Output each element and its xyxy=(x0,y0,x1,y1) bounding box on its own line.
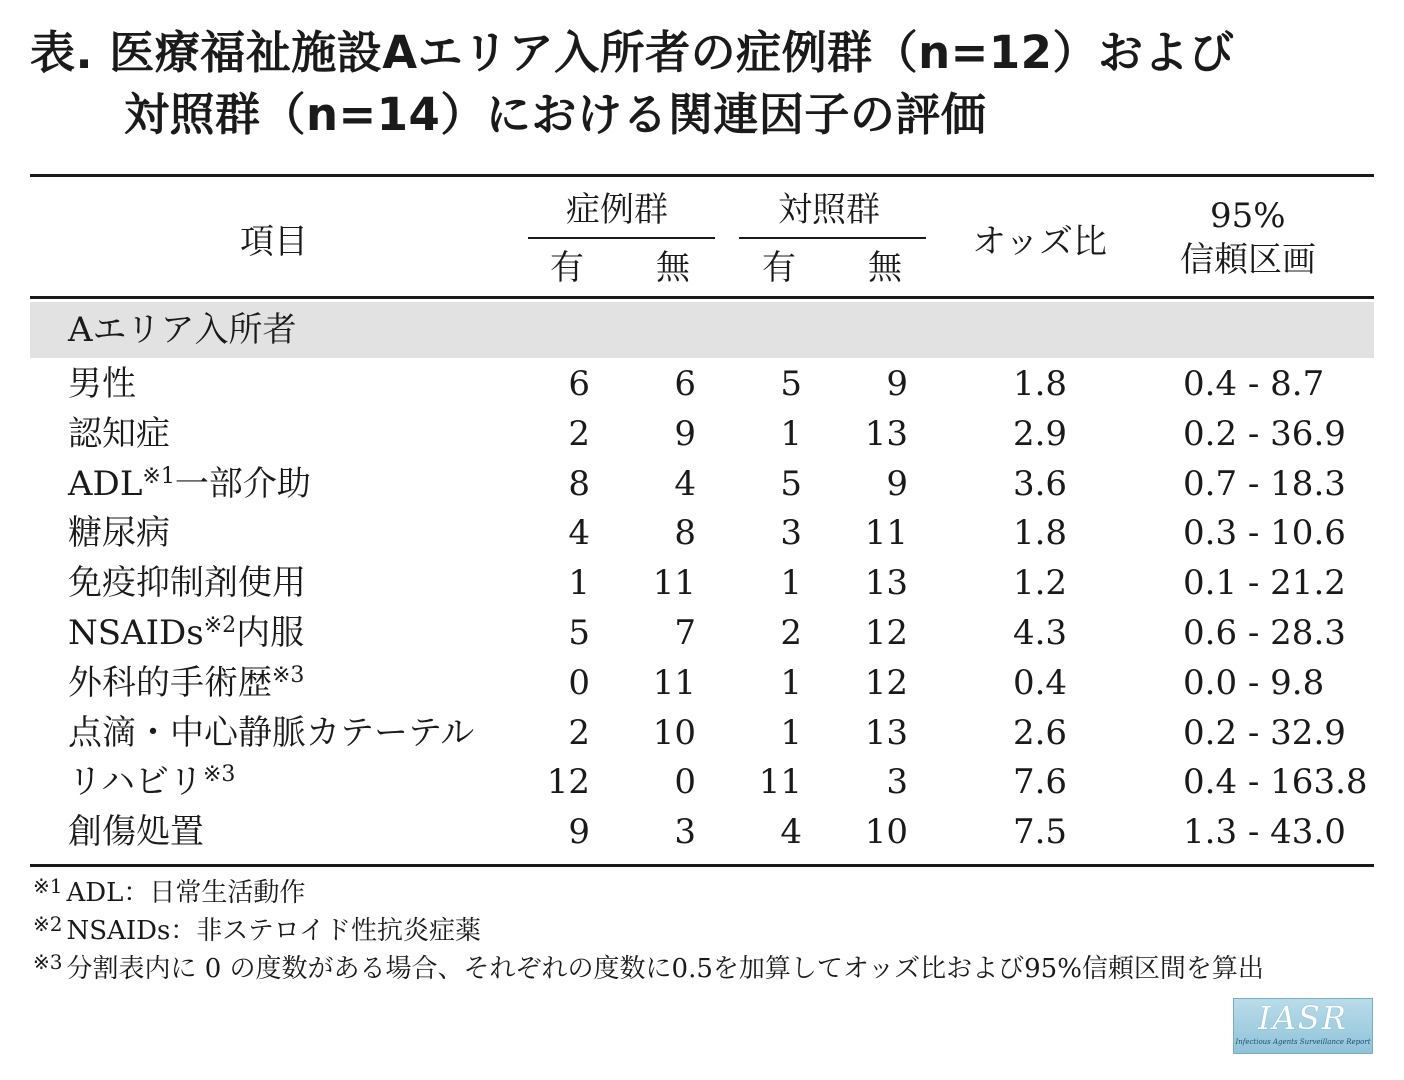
confidence-interval-cell: 0.1 - 21.2 xyxy=(1183,563,1346,604)
case-no-cell: 7 xyxy=(674,613,696,653)
case-yes-cell: 12 xyxy=(546,762,590,803)
case-no-cell: 11 xyxy=(652,563,696,604)
header-odds-ratio: オッズ比 xyxy=(972,222,1107,262)
case-no-cell: 6 xyxy=(674,364,696,404)
footnote-text: 分割表内に 0 の度数がある場合、それぞれの度数に0.5を加算してオッズ比および95%信頼区間を算出 xyxy=(66,954,1264,984)
row-item-text: NSAIDs xyxy=(68,613,204,653)
case-yes-cell: 5 xyxy=(568,613,590,653)
control-no-cell: 12 xyxy=(864,613,908,653)
footnote xyxy=(33,950,1264,988)
row-item-text: リハビリ xyxy=(68,762,203,803)
case-no-cell: 11 xyxy=(652,662,696,703)
table-row xyxy=(0,711,1404,761)
table-row xyxy=(0,412,1404,462)
confidence-interval-cell: 0.6 - 28.3 xyxy=(1183,613,1346,653)
footnote-mark: ※1 xyxy=(33,874,63,898)
control-yes-cell: 1 xyxy=(780,413,802,454)
header-control-group: 対照群 xyxy=(778,190,880,230)
row-item-label xyxy=(68,511,170,555)
case-yes-cell: 2 xyxy=(568,413,590,454)
table-bottom-rule xyxy=(30,864,1374,867)
odds-ratio-cell: 2.6 xyxy=(1012,712,1068,753)
case-yes-cell: 9 xyxy=(568,812,590,853)
section-label: Aエリア入所者 xyxy=(68,310,297,350)
control-no-cell: 13 xyxy=(864,563,908,604)
row-item-label xyxy=(68,462,311,506)
table-row xyxy=(0,760,1404,810)
control-no-cell: 9 xyxy=(886,364,908,404)
header-ci-line2: 信頼区画 xyxy=(1180,240,1316,280)
confidence-interval-cell: 0.4 - 163.8 xyxy=(1183,762,1368,803)
row-item-label xyxy=(68,362,136,406)
title-line-2: 対照群（n=14）における関連因子の評価 xyxy=(124,88,987,141)
confidence-interval-cell: 0.7 - 18.3 xyxy=(1183,463,1346,504)
table-top-rule xyxy=(30,174,1374,177)
case-group-underline xyxy=(528,237,715,239)
odds-ratio-cell: 7.5 xyxy=(1012,812,1068,853)
row-item-text-suffix: 内服 xyxy=(236,613,305,653)
case-no-cell: 10 xyxy=(652,712,696,753)
row-item-label xyxy=(68,810,204,854)
row-item-label xyxy=(68,760,235,804)
control-yes-cell: 1 xyxy=(780,662,802,703)
confidence-interval-cell: 0.3 - 10.6 xyxy=(1183,513,1346,554)
odds-ratio-cell: 4.3 xyxy=(1012,613,1068,653)
control-yes-cell: 4 xyxy=(780,812,802,853)
control-no-cell: 9 xyxy=(886,463,908,504)
case-yes-cell: 0 xyxy=(568,662,590,703)
case-no-cell: 8 xyxy=(674,513,696,554)
table-row xyxy=(0,611,1404,661)
case-yes-cell: 8 xyxy=(568,463,590,504)
odds-ratio-cell: 1.8 xyxy=(1012,364,1068,404)
confidence-interval-cell: 1.3 - 43.0 xyxy=(1183,812,1346,853)
control-no-cell: 11 xyxy=(864,513,908,554)
footnote xyxy=(33,874,1264,912)
table-row xyxy=(0,511,1404,561)
table-title xyxy=(30,22,1390,146)
logo-main-text: IASR xyxy=(1258,999,1348,1037)
confidence-interval-cell: 0.2 - 36.9 xyxy=(1183,413,1346,454)
logo-sub-text: Infectious Agents Surveillance Report xyxy=(1235,1038,1371,1046)
control-no-cell: 10 xyxy=(864,812,908,853)
case-yes-cell: 2 xyxy=(568,712,590,753)
row-item-text: 認知症 xyxy=(68,413,170,454)
header-case-no: 無 xyxy=(656,248,690,288)
header-case-yes: 有 xyxy=(550,248,584,288)
row-footnote-mark: ※1 xyxy=(142,463,175,489)
footnote-text: NSAIDs：非ステロイド性抗炎症薬 xyxy=(66,916,481,946)
table-row xyxy=(0,561,1404,611)
control-yes-cell: 1 xyxy=(780,563,802,604)
odds-ratio-cell: 7.6 xyxy=(1012,762,1068,803)
control-yes-cell: 11 xyxy=(758,762,802,803)
odds-ratio-cell: 3.6 xyxy=(1012,463,1068,504)
odds-ratio-cell: 2.9 xyxy=(1012,413,1068,454)
case-yes-cell: 1 xyxy=(568,563,590,604)
table-row xyxy=(0,810,1404,860)
odds-ratio-cell: 0.4 xyxy=(1012,662,1068,703)
row-item-label xyxy=(68,611,304,655)
control-no-cell: 13 xyxy=(864,712,908,753)
case-no-cell: 3 xyxy=(674,812,696,853)
row-footnote-mark: ※3 xyxy=(202,762,236,788)
header-control-yes: 有 xyxy=(762,248,796,288)
row-item-text: 点滴・中心静脈カテーテル xyxy=(68,712,475,753)
footnote-text: ADL：日常生活動作 xyxy=(66,878,306,908)
header-case-group: 症例群 xyxy=(566,190,668,230)
case-no-cell: 9 xyxy=(674,413,696,454)
odds-ratio-cell: 1.8 xyxy=(1012,513,1068,554)
header-bottom-rule xyxy=(30,296,1374,299)
case-yes-cell: 6 xyxy=(568,364,590,404)
confidence-interval-cell: 0.0 - 9.8 xyxy=(1183,662,1325,703)
row-item-label xyxy=(68,561,306,605)
confidence-interval-cell: 0.2 - 32.9 xyxy=(1183,712,1346,753)
row-item-text: 創傷処置 xyxy=(68,812,204,853)
row-footnote-mark: ※3 xyxy=(272,662,305,688)
footnotes xyxy=(33,874,1264,988)
header-ci-line1: 95% xyxy=(1210,196,1286,236)
control-yes-cell: 5 xyxy=(780,463,802,504)
footnote-mark: ※3 xyxy=(33,950,63,974)
case-yes-cell: 4 xyxy=(568,513,590,554)
row-item-label xyxy=(68,412,170,456)
row-item-label xyxy=(68,711,474,755)
table-row xyxy=(0,362,1404,412)
footnote-mark: ※2 xyxy=(33,912,63,936)
row-item-text: 外科的手術歴 xyxy=(68,662,272,703)
footnote xyxy=(33,912,1264,950)
iasr-logo xyxy=(1233,998,1373,1054)
case-no-cell: 0 xyxy=(674,762,696,803)
odds-ratio-cell: 1.2 xyxy=(1012,563,1068,604)
control-yes-cell: 3 xyxy=(780,513,802,554)
control-group-underline xyxy=(739,237,926,239)
table-row xyxy=(0,661,1404,711)
row-item-text: 免疫抑制剤使用 xyxy=(68,563,306,604)
control-yes-cell: 2 xyxy=(780,613,802,653)
row-item-text-suffix: 一部介助 xyxy=(174,463,311,504)
confidence-interval-cell: 0.4 - 8.7 xyxy=(1183,364,1325,404)
row-item-text: 男性 xyxy=(68,364,136,404)
row-footnote-mark: ※2 xyxy=(203,613,237,638)
row-item-text: ADL xyxy=(68,463,143,504)
table-row xyxy=(0,462,1404,512)
control-yes-cell: 5 xyxy=(780,364,802,404)
header-item: 項目 xyxy=(240,222,308,262)
title-line-1: 表. 医療福祉施設Aエリア入所者の症例群（n=12）および xyxy=(30,26,1235,79)
case-no-cell: 4 xyxy=(674,463,696,504)
control-no-cell: 12 xyxy=(864,662,908,703)
control-no-cell: 13 xyxy=(864,413,908,454)
control-no-cell: 3 xyxy=(886,762,908,803)
control-yes-cell: 1 xyxy=(780,712,802,753)
row-item-label xyxy=(68,661,304,705)
header-control-no: 無 xyxy=(868,248,902,288)
row-item-text: 糖尿病 xyxy=(68,513,170,554)
